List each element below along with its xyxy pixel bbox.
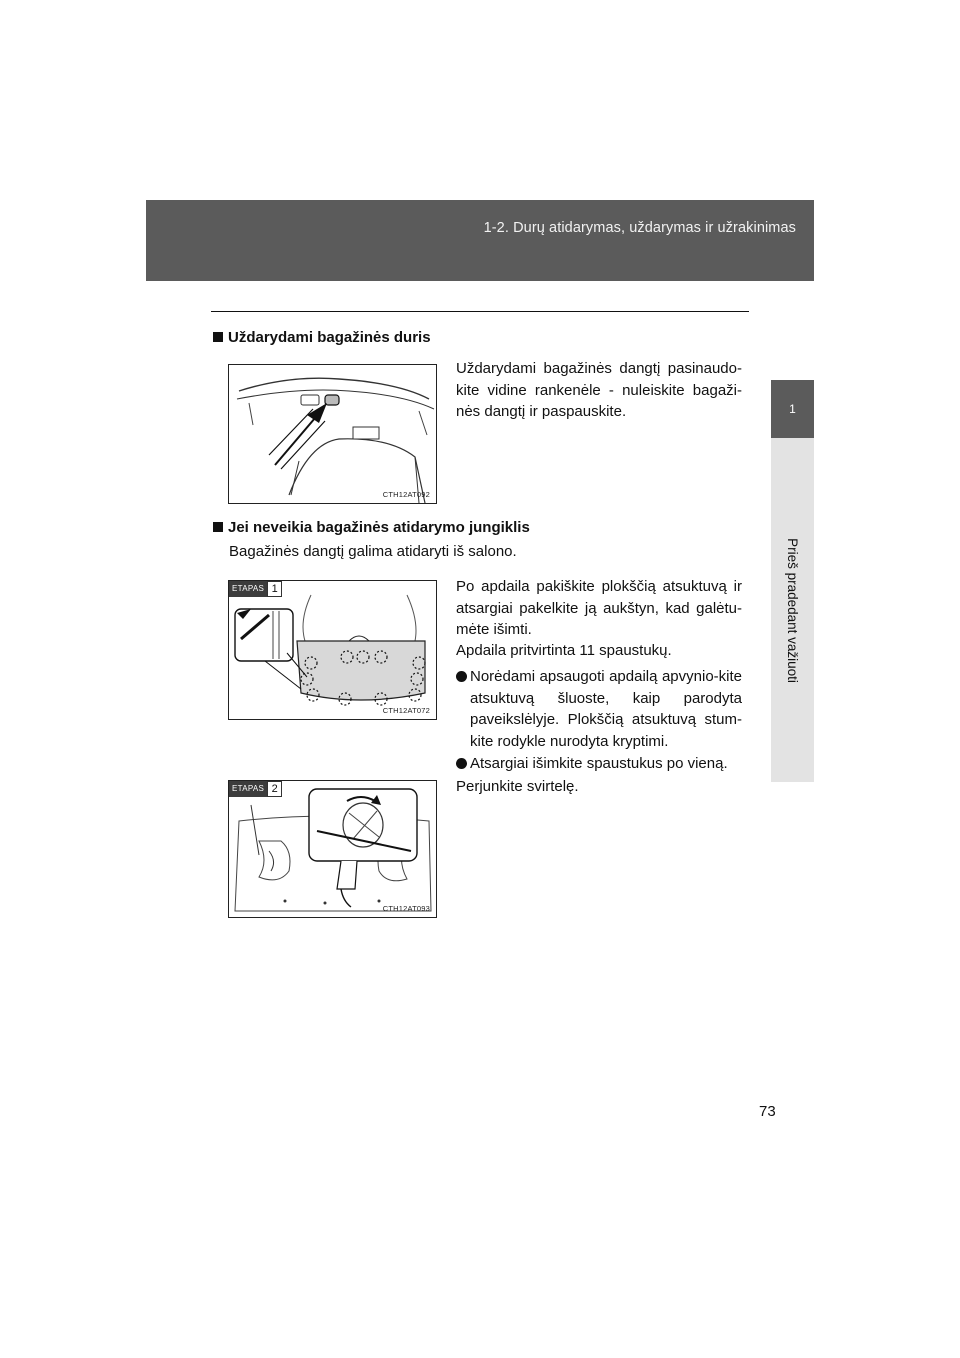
step1-text: Po apdaila pakiškite plokščią atsuktuvą ir atsargiai pakelkite ją aukštyn, kad galėtu-mėte išimti.	[456, 578, 742, 638]
bullet-dot-icon	[456, 758, 467, 769]
step-badge-number: 1	[267, 581, 282, 597]
heading-square-icon	[213, 332, 223, 342]
trim-panel-illustration	[229, 581, 436, 719]
section2-intro: Bagažinės dangtį galima atidaryti iš salono.	[229, 543, 517, 560]
step-badge-word: ETAPAS	[229, 581, 267, 597]
step-badge-word: ETAPAS	[229, 781, 267, 797]
lever-illustration	[229, 781, 436, 917]
chapter-label-text: Prieš pradedant važiuoti	[785, 537, 800, 683]
top-rule	[211, 311, 749, 312]
page-number: 73	[759, 1103, 776, 1120]
figure-code: CTH12AT072	[382, 706, 430, 715]
figure-code: CTH12AT092	[382, 490, 430, 499]
figure-trunk-closing	[228, 364, 437, 504]
step2-text: Perjunkite svirtelę.	[456, 778, 579, 795]
step-badge-number: 2	[267, 781, 282, 797]
trunk-closing-illustration	[229, 365, 436, 503]
chapter-number-tab: 1	[771, 380, 814, 438]
figure-code: CTH12AT093	[382, 904, 430, 913]
section2-heading	[213, 519, 530, 536]
header-title: 1-2. Durų atidarymas, uždarymas ir užrakinimas	[483, 220, 796, 236]
figure-step2	[228, 780, 437, 918]
step1-bullet-1: Norėdami apsaugoti apdailą apvynio-kite atsuktuvą šluoste, kaip parodyta paveikslėlyje. Plokščią atsuktuvą stum-kite rodykle nurodyta kryptimi.	[456, 666, 742, 752]
bullet-dot-icon	[456, 671, 467, 682]
header-band	[146, 200, 814, 281]
section1-heading-text: Uždarydami bagažinės duris	[228, 329, 431, 346]
figure-step1	[228, 580, 437, 720]
step1-note: Apdaila pritvirtinta 11 spaustukų.	[456, 642, 672, 659]
heading-square-icon	[213, 522, 223, 532]
step1-bullet-2: Atsargiai išimkite spaustukus po vieną.	[456, 753, 742, 775]
section1-text: Uždarydami bagažinės dangtį pasinaudo-kite vidine rankenėle - nuleiskite bagaži-nės dangtį ir paspauskite.	[456, 360, 742, 420]
chapter-side-label	[771, 438, 814, 782]
section2-heading-text: Jei neveikia bagažinės atidarymo jungiklis	[228, 519, 530, 536]
section1-heading	[213, 329, 431, 346]
